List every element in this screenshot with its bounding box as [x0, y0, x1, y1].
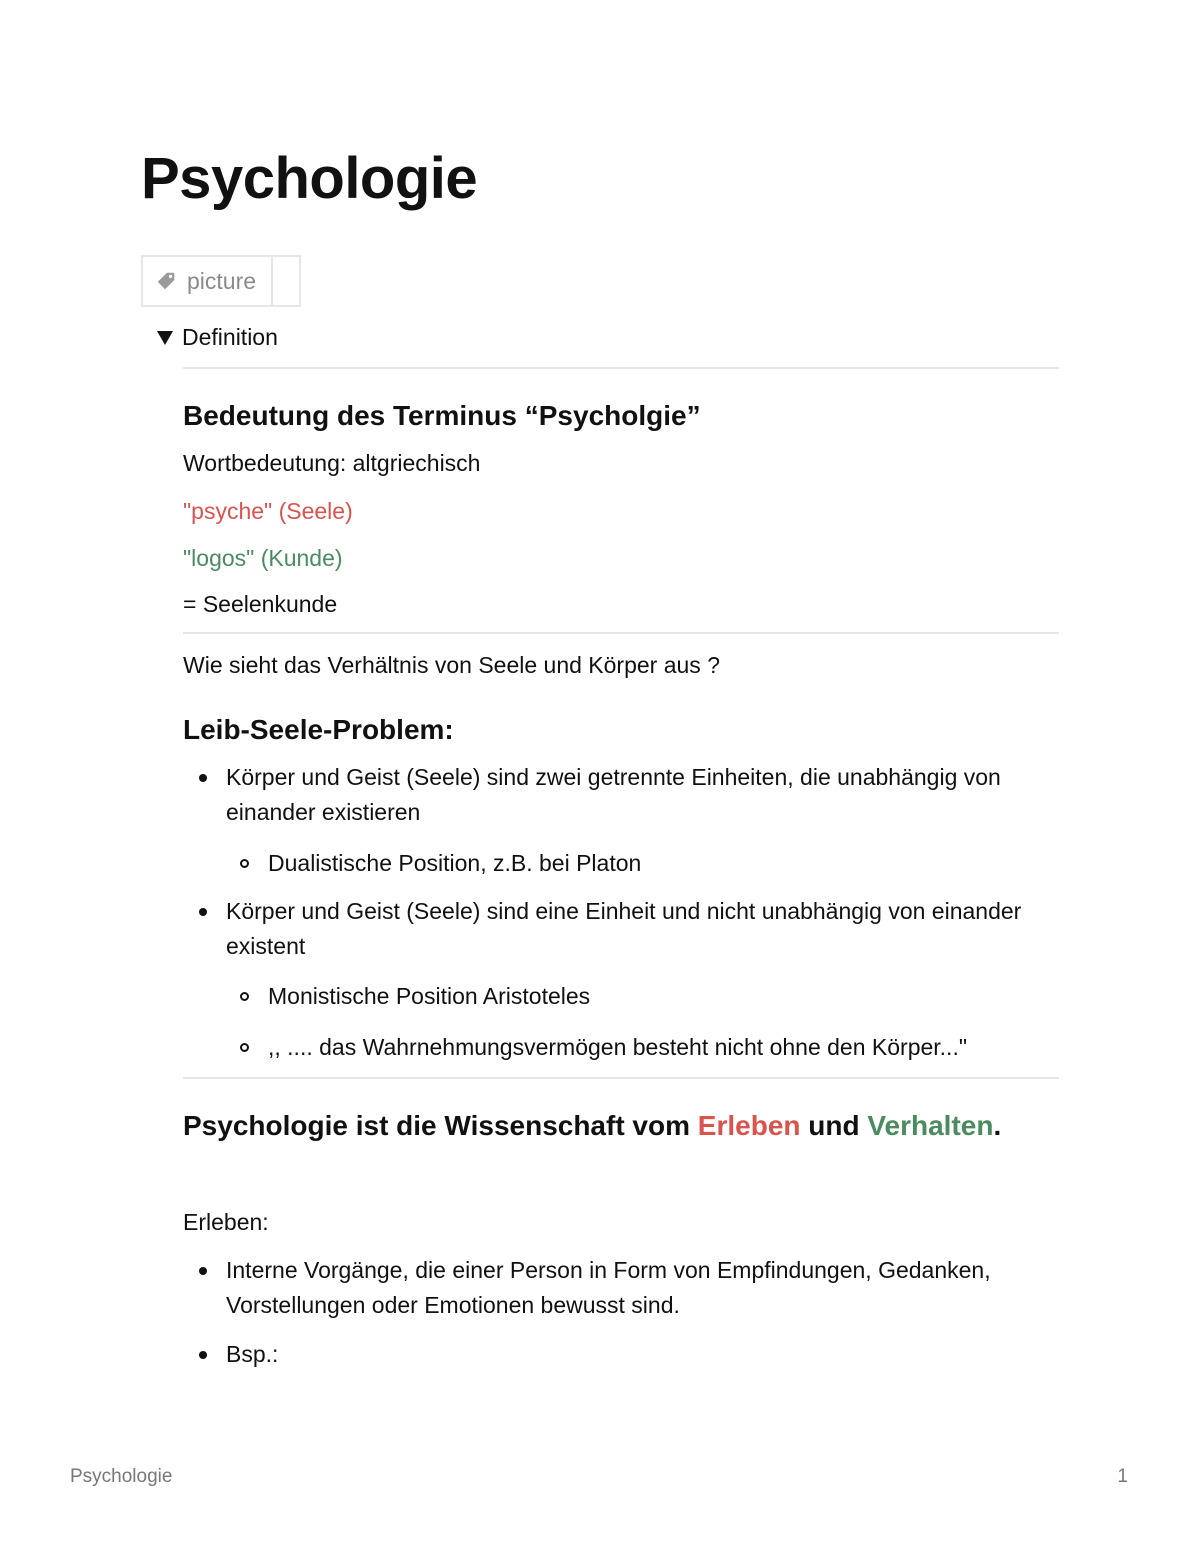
statement-prefix: Psychologie ist die Wissenschaft vom	[183, 1110, 698, 1141]
list-item-line: existent	[226, 933, 306, 959]
section-heading-bedeutung: Bedeutung des Terminus “Psycholgie”	[183, 400, 701, 431]
sub-list-item: ,, .... das Wahrnehmungsvermögen besteht nicht ohne den Körper..."	[268, 1034, 967, 1060]
question-text: Wie sieht das Verhältnis von Seele und Körper aus ?	[183, 652, 720, 678]
toggle-label: Definition	[182, 324, 278, 350]
empty-property-cell[interactable]	[273, 257, 299, 305]
list-item-line: Interne Vorgänge, die einer Person in Form von Empfindungen, Gedanken,	[226, 1257, 991, 1283]
bullet	[199, 774, 207, 782]
section-heading-leib-seele: Leib-Seele-Problem:	[183, 714, 454, 745]
tag-label: picture	[187, 267, 257, 294]
text-line: Wortbedeutung: altgriechisch	[183, 450, 481, 476]
bullet	[199, 1267, 207, 1275]
erleben-label: Erleben:	[183, 1209, 269, 1235]
sub-bullet	[240, 1043, 249, 1052]
footer-title: Psychologie	[70, 1466, 173, 1487]
list-item-line: Vorstellungen oder Emotionen bewusst sind.	[226, 1292, 680, 1318]
bullet	[199, 908, 207, 916]
bullet	[199, 1351, 207, 1359]
list-item	[226, 894, 1021, 964]
property-table	[141, 255, 301, 307]
page-title: Psychologie	[141, 146, 478, 211]
divider	[183, 1077, 1059, 1079]
divider	[183, 367, 1059, 369]
text-line-logos: "logos" (Kunde)	[183, 545, 343, 571]
list-item-line: Körper und Geist (Seele) sind eine Einheit und nicht unabhängig von einander	[226, 898, 1022, 924]
sub-list-item: Monistische Position Aristoteles	[268, 983, 591, 1009]
list-item-line: einander existieren	[226, 799, 421, 825]
text-line: = Seelenkunde	[183, 591, 338, 617]
list-item: Bsp.:	[226, 1341, 279, 1367]
statement-word-verhalten: Verhalten	[867, 1110, 994, 1141]
page-number: 1	[1117, 1466, 1128, 1487]
triangle-down-icon[interactable]	[157, 331, 173, 345]
statement-heading	[183, 1110, 1059, 1142]
tag-property[interactable]	[143, 257, 273, 305]
list-item	[226, 1253, 991, 1323]
statement-word-erleben: Erleben	[697, 1110, 801, 1141]
sub-bullet	[240, 992, 249, 1001]
text-line-psyche: "psyche" (Seele)	[183, 498, 353, 524]
sub-bullet	[240, 859, 249, 868]
tag-icon	[155, 270, 177, 292]
statement-middle: und	[800, 1110, 868, 1141]
sub-list-item: Dualistische Position, z.B. bei Platon	[268, 850, 642, 876]
list-item-line: Körper und Geist (Seele) sind zwei getrennte Einheiten, die unabhängig von	[226, 764, 1001, 790]
divider	[183, 632, 1059, 634]
toggle-definition[interactable]	[157, 324, 278, 351]
statement-suffix: .	[993, 1110, 1002, 1141]
list-item	[226, 760, 1001, 830]
